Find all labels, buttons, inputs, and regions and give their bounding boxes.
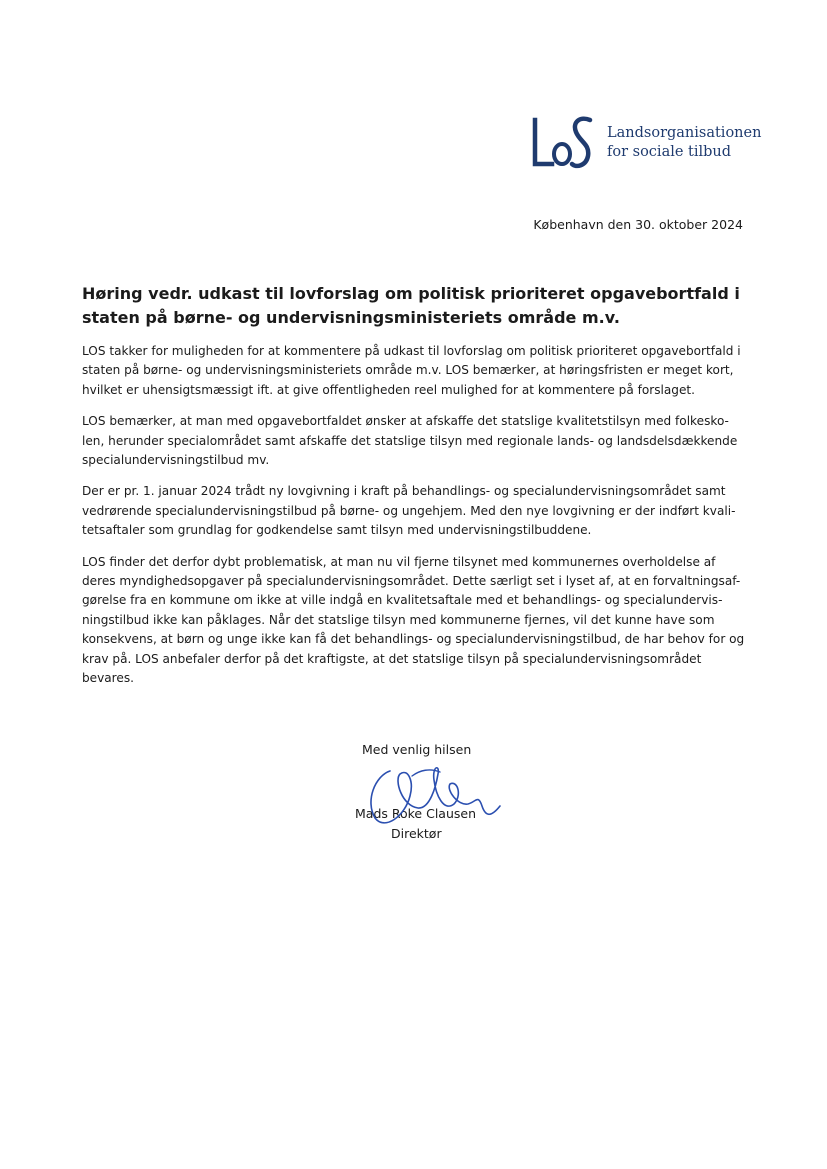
los-logo	[532, 114, 762, 174]
los-logo-icon	[532, 114, 596, 172]
paragraph: LOS bemærker, at man med opgavebortfaldet ønsker at afskaffe det statslige kvalitetstilsyn med folkesko-len, herunder specialområdet samt afskaffe det statslige tilsyn med regionale lands- og landsdelsdækkende specialundervisningstilbud mv.	[82, 414, 738, 468]
signer-role: Direktør	[391, 826, 442, 841]
paragraph: LOS finder det derfor dybt problematisk, at man nu vil fjerne tilsynet med kommunernes overholdelse af deres myndighedsopgaver på specialundervisningsområdet. Dette særligt set i lyset af, at en forvaltningsaf-gørelse fra en kommune om ikke at ville indgå en kvalitetsaftale med et behandlings- og specialundervis-ningstilbud ikke kan påklages. Når det statslige tilsyn med kommunerne fjernes, vil det kunne have som konsekvens, at børn og unge ikke kan få det behandlings- og specialundervisningstilbud, de har behov for og krav på. LOS anbefaler derfor på det kraftigste, at det statslige tilsyn på specialundervisningsområdet bevares.	[82, 554, 745, 686]
org-name	[607, 124, 761, 162]
paragraph: LOS takker for muligheden for at kommentere på udkast til lovforslag om politisk prioriteret opgavebortfald i staten på børne- og undervisningsministeriets område m.v. LOS bemærker, at høringsfristen er meget kort, hvilket er uhensigtsmæssigt ift. at give offentligheden reel mulighed for at kommentere på forslaget.	[82, 344, 741, 397]
letter-date: København den 30. oktober 2024	[533, 217, 743, 232]
org-name-line2: for sociale tilbud	[607, 144, 732, 160]
greeting: Med venlig hilsen	[362, 742, 472, 757]
handwritten-signature	[350, 746, 510, 836]
letter-body	[82, 342, 747, 701]
letter-closing	[355, 742, 535, 852]
org-name-line1: Landsorganisationen	[607, 125, 762, 141]
letter-title: Høring vedr. udkast til lovforslag om politisk prioriteret opgavebortfald i staten på børne- og undervisningsministeriets område m.v.	[82, 284, 740, 327]
paragraph: Der er pr. 1. januar 2024 trådt ny lovgivning i kraft på behandlings- og specialundervisningsområdet samt vedrørende specialundervisningstilbud på børne- og ungehjem. Med den nye lovgivning er der indført kvali-tetsaftaler som grundlag for godkendelse samt tilsyn med undervisningstilbuddene.	[82, 484, 736, 538]
signer-name: Mads Roke Clausen	[355, 806, 477, 821]
